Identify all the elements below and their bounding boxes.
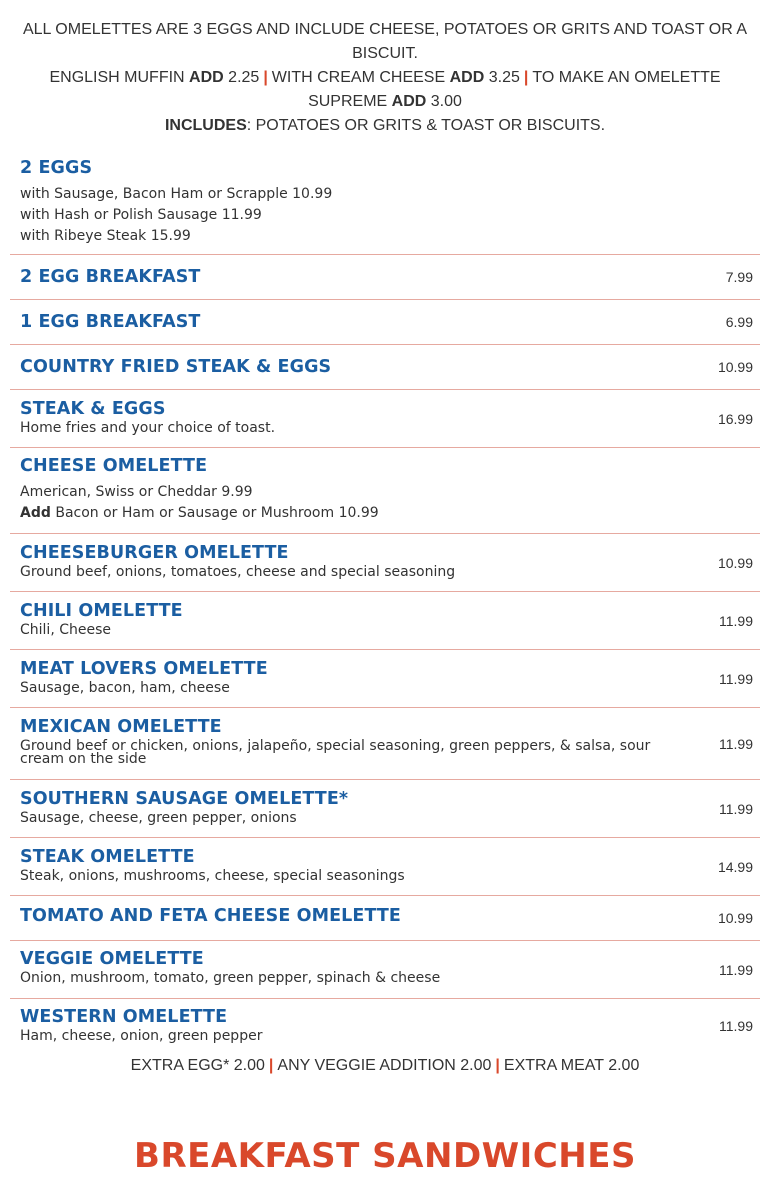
- item-name: SOUTHERN SAUSAGE OMELETTE*: [20, 789, 349, 809]
- item-description: Sausage, bacon, ham, cheese: [20, 680, 230, 696]
- item-description: Steak, onions, mushrooms, cheese, special seasonings: [20, 868, 405, 884]
- extra-veggie: ANY VEGGIE ADDITION 2.00: [277, 1057, 492, 1074]
- menu-item: [10, 345, 760, 390]
- item-price: 10.99: [717, 359, 753, 375]
- item-name: MEXICAN OMELETTE: [20, 717, 222, 737]
- menu-item: [10, 534, 760, 592]
- menu-item: [10, 999, 760, 1052]
- menu-item: [10, 300, 760, 345]
- item-price: 11.99: [719, 612, 753, 629]
- menu-item: [10, 255, 760, 300]
- item-name: CHEESEBURGER OMELETTE: [20, 543, 289, 563]
- item-name: STEAK OMELETTE: [20, 847, 195, 867]
- extras-line: EXTRA EGG* 2.00 | ANY VEGGIE ADDITION 2.00 | EXTRA MEAT 2.00: [130, 1057, 640, 1074]
- item-price: 11.99: [719, 800, 753, 817]
- item-option: with Ribeye Steak 15.99: [20, 228, 191, 244]
- item-description: Home fries and your choice of toast.: [20, 420, 276, 436]
- menu-item: [10, 941, 760, 999]
- menu-item: [10, 390, 760, 448]
- menu-item: [10, 896, 760, 941]
- extra-meat: EXTRA MEAT 2.00: [503, 1057, 640, 1074]
- item-name: CHEESE OMELETTE: [20, 456, 208, 476]
- menu-item: [10, 838, 760, 896]
- item-description: Ground beef, onions, tomatoes, cheese and special seasoning: [20, 564, 456, 580]
- item-description: Chili, Cheese: [20, 622, 111, 638]
- item-description: Onion, mushroom, tomato, green pepper, spinach & cheese: [20, 970, 441, 986]
- intro-includes: INCLUDES: POTATOES OR GRITS & TOAST OR BISCUITS.: [164, 117, 606, 134]
- menu-item: [10, 708, 760, 780]
- menu-list: [10, 154, 760, 1052]
- item-price: 10.99: [717, 554, 753, 571]
- item-price: 7.99: [725, 269, 753, 285]
- item-name: MEAT LOVERS OMELETTE: [20, 659, 268, 679]
- menu-item: [10, 448, 760, 534]
- item-price: 11.99: [719, 1017, 753, 1034]
- section-title-breakfast-sandwiches: BREAKFAST SANDWICHES: [134, 1136, 636, 1176]
- item-option: with Sausage, Bacon Ham or Scrapple 10.99: [20, 186, 333, 202]
- item-price: 14.99: [717, 858, 753, 875]
- intro-line-1: ALL OMELETTES ARE 3 EGGS AND INCLUDE CHEESE, POTATOES OR GRITS AND TOAST OR A BISCUIT.: [22, 21, 748, 62]
- item-description: Ground beef or chicken, onions, jalapeño, special seasoning, green peppers, & salsa, sour cream on the side: [20, 738, 651, 767]
- item-price: 6.99: [725, 314, 753, 330]
- item-price: 10.99: [717, 910, 753, 926]
- item-name: 2 EGG BREAKFAST: [20, 267, 201, 287]
- omelette-intro: [10, 18, 760, 138]
- item-name: WESTERN OMELETTE: [20, 1007, 228, 1027]
- item-option: with Hash or Polish Sausage 11.99: [20, 207, 262, 223]
- item-name: CHILI OMELETTE: [20, 601, 183, 621]
- menu-item: [10, 650, 760, 708]
- item-name: COUNTRY FRIED STEAK & EGGS: [20, 357, 332, 377]
- item-name: TOMATO AND FETA CHEESE OMELETTE: [20, 906, 401, 926]
- item-price: 11.99: [719, 670, 753, 687]
- item-name: 1 EGG BREAKFAST: [20, 312, 201, 332]
- menu-item: [10, 780, 760, 838]
- item-name: VEGGIE OMELETTE: [20, 949, 204, 969]
- item-name: STEAK & EGGS: [20, 399, 166, 419]
- item-price: 16.99: [717, 410, 753, 427]
- intro-line-2: ENGLISH MUFFIN ADD 2.25 | WITH CREAM CHEESE ADD 3.25 | TO MAKE AN OMELETTE SUPREME ADD 3.00: [49, 69, 721, 110]
- extra-egg: EXTRA EGG* 2.00: [130, 1057, 265, 1074]
- item-price: 11.99: [719, 735, 753, 752]
- item-description: Ham, cheese, onion, green pepper: [20, 1028, 263, 1044]
- menu-item: [10, 592, 760, 650]
- item-options: [20, 184, 760, 247]
- item-price: 11.99: [719, 961, 753, 978]
- menu-item: [10, 154, 760, 255]
- item-option: American, Swiss or Cheddar 9.99: [20, 484, 253, 500]
- item-option: Add Bacon or Ham or Sausage or Mushroom 10.99: [20, 505, 379, 521]
- item-description: Sausage, cheese, green pepper, onions: [20, 810, 297, 826]
- item-options: [20, 482, 760, 524]
- item-name: 2 EGGS: [20, 158, 93, 178]
